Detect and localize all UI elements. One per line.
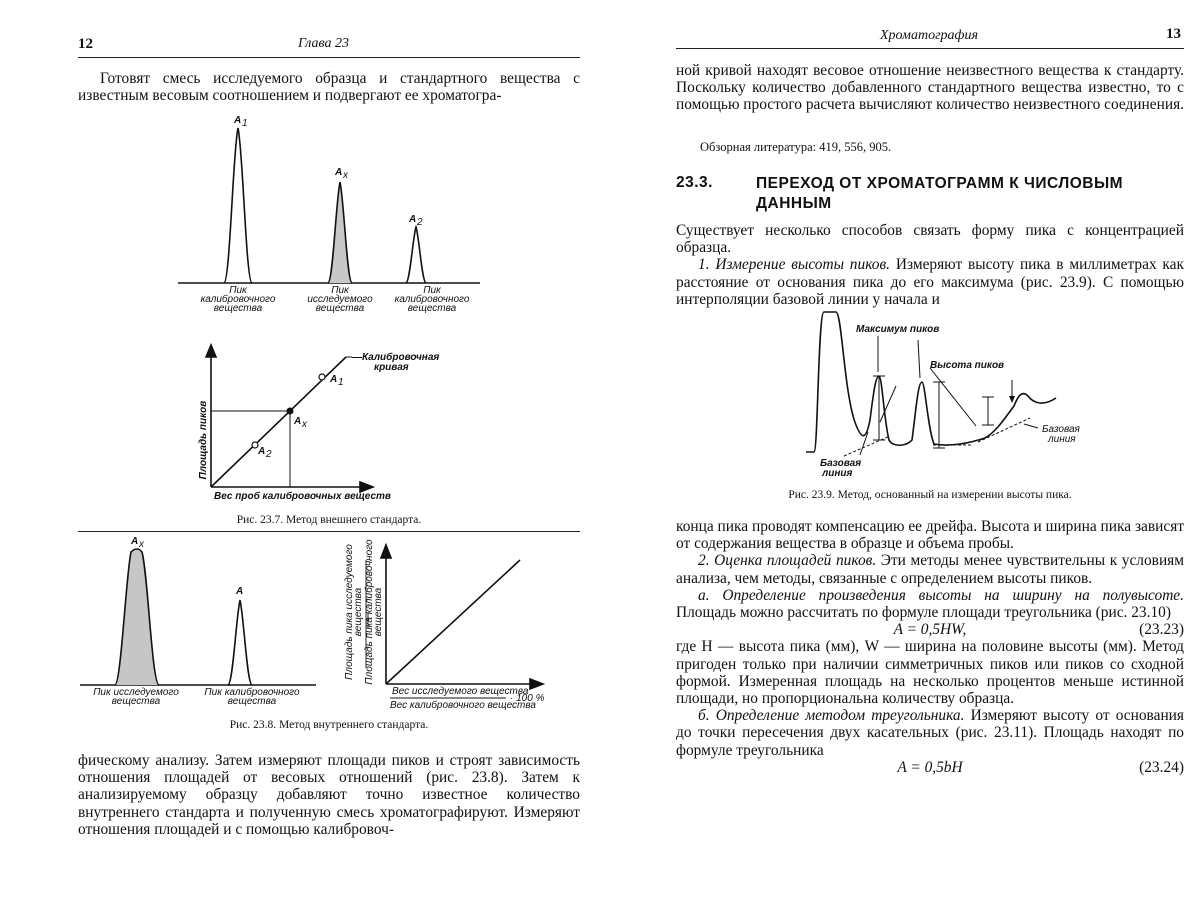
fig7-caption: Рис. 23.7. Метод внешнего стандарта. [236, 514, 422, 526]
fig8-y-axis-label [344, 539, 384, 685]
bottom-paragraph: фическому анализу. Затем измеряют площади пиков и строят зависимость отношения площадей от весовых отношений (рис. 23.8). Затем к анализируемому образцу добавляют точно известное количество внутреннего стандарта и полученную смесь хроматографируют. Измеряют отношения площадей и с помощью калибровоч- [78, 752, 580, 838]
fig9-label-height: Высота пиков [930, 360, 1005, 371]
fig7-peak-label-ax: A [335, 167, 343, 178]
fig7-caption-1-l1: Пик [229, 285, 247, 296]
fig7-rule [78, 531, 580, 532]
fig7-point-sub-a2: 2 [266, 449, 272, 460]
running-head: Глава 23 [298, 36, 349, 51]
fig7-curve-label-l2: кривая [374, 362, 409, 373]
section-number: 23.3. [676, 174, 713, 191]
fig7-caption-3-l3: вещества [407, 303, 457, 314]
main-text: конца пика проводят компенсацию ее дрейфа. Высота и ширина пика зависят от содержания вещества в образце и объема пробы. 2. Оценка площадей пиков. Эти методы менее чувствительны к условиям анализа, чем методы, связанные с определением высоты пиков. а. Определение произведения высоты на ширину на полувысоте. Площадь можно рассчитать по формуле площади треугольника (рис. 23.10) A = 0,5HW, (23.23) где H — высота пика (мм), W — ширина на половине высоты (мм). Метод пригоден только при наличии симметричных пиков или пиков со сходной формой. Измеренная площадь на несколько процентов меньше истинной площади, но пропорциональна количеству образца. б. Определение методом треугольника. Измеряют высоту от основания до точки пересечения двух касательных (рис. 23.11). Площадь находят по формуле треугольника A = 0,5bH (23.24) [676, 518, 1184, 776]
fig7-point-label-a1: A [330, 374, 338, 385]
fig8-caption-2-l1: Пик калибровочного [204, 687, 300, 698]
page-number: 12 [78, 36, 93, 52]
p1-paragraph: Существует несколько способов связать форму пика с концентрацией образца. 1. Измерение высоты пиков. Измеряют высоту пика в миллиметрах как расстояние от основания пика до его максимума (рис. 23.9). С помощью интерполяции базовой линии у начала и [676, 222, 1184, 308]
p2-rest: Измеряют высоту пика в миллиметрах как расстояние от основания пика до его максимума (рис. 23.9). С помощью интерполяции базовой линии у начала и [676, 256, 1184, 308]
fig7-peak-label-a1: A [234, 115, 242, 126]
fig7-caption-3-l2: калибровочного [394, 294, 470, 305]
fig8-caption-1-l2: вещества [111, 696, 161, 707]
intro-paragraph: Готовят смесь исследуемого образца и стандартного вещества с известным весовым соотношением и подвергают ее хроматогра- [78, 70, 580, 105]
fig8-x-axis-label-den: Вес калибровочного вещества [390, 700, 536, 711]
svg-text:вещества: вещества [353, 587, 364, 637]
fig7-caption-1-l2: калибровочного [200, 294, 276, 305]
fig7-peak-captions [201, 285, 470, 314]
fig7-point-a1 [319, 374, 325, 380]
fig8-x-axis-factor: · 100 % [510, 693, 545, 704]
fig8-caption-1-l1: Пик исследуемого [93, 687, 179, 698]
fig7-caption-2-l2: исследуемого [307, 294, 373, 305]
p7-italic: б. Определение методом треугольника. [698, 707, 965, 725]
fig8-caption-2-l2: вещества [227, 696, 277, 707]
fig7-point-sub-a1: 1 [338, 377, 344, 388]
fig9-caption: Рис. 23.9. Метод, основанный на измерении высоты пика. [788, 489, 1072, 501]
fig7-caption-2-l3: вещества [315, 303, 365, 314]
fig9-label-max: Максимум пиков [856, 324, 940, 335]
fig9-baseline-right-l1: Базовая [1042, 424, 1080, 435]
p4-italic: 2. Оценка площадей пиков. [698, 552, 877, 570]
fig9-baseline-left-l2: линия [822, 468, 853, 479]
fig8-peak-label-a: A [236, 586, 244, 597]
fig8-x-axis-label-num: Вес исследуемого вещества [392, 686, 529, 697]
fig7-calibration-graph [206, 345, 373, 492]
fig8-calibration-graph [368, 545, 543, 698]
fig7-point-label-a2: A [258, 446, 266, 457]
review-literature: Обзорная литература: 419, 556, 905. [700, 140, 892, 154]
fig7-curve-label-l1: —Калибровочная [352, 352, 440, 363]
fig7-point-sub-ax: x [302, 419, 307, 430]
p5-italic: а. Определение произведения высоты на ширину на полувысоте. [698, 586, 1184, 604]
svg-text:Площадь пика исследуемого: Площадь пика исследуемого [344, 544, 355, 680]
fig7-caption-3-l1: Пик [423, 285, 441, 296]
p2-italic: 1. Измерение высоты пиков. [698, 256, 891, 274]
fig9-baseline-right-l2: линия [1048, 434, 1076, 445]
fig7-caption-1-l3: вещества [213, 303, 263, 314]
fig7-chromatogram [178, 128, 480, 283]
fig9-baseline-left-l1: Базовая [820, 458, 862, 469]
equation-23-24: A = 0,5bH (23.24) [897, 758, 1184, 776]
fig7-point-ax [287, 408, 294, 415]
top-paragraph: ной кривой находят весовое отношение неизвестного вещества к стандарту. Поскольку количество добавленного стандартного вещества известно, то с помощью простого расчета вычисляют количество неизвестного соединения. [676, 62, 1185, 114]
fig7-x-axis-label: Вес проб калибровочных веществ [214, 491, 391, 502]
fig7-caption-2-l1: Пик [331, 285, 349, 296]
fig7-y-axis-label: Площадь пиков [198, 400, 209, 480]
section-title: ПЕРЕХОД ОТ ХРОМАТОГРАММ К ЧИСЛОВЫМ ДАННЫМ [756, 175, 1124, 212]
fig8-chromatogram [80, 549, 316, 685]
fig7-point-label-ax: A [294, 416, 302, 427]
svg-text:вещества: вещества [373, 587, 384, 637]
fig7-peak-label-a2: A [409, 214, 417, 225]
fig7-peak-sub-a1: 1 [242, 118, 248, 129]
fig8-peak-label-ax: A [131, 536, 139, 547]
fig7-peak-sub-a2: 2 [417, 217, 423, 228]
svg-text:Площадь пика калибровочного: Площадь пика калибровочного [364, 539, 375, 685]
fig8-caption: Рис. 23.8. Метод внутреннего стандарта. [229, 719, 429, 731]
fig9-baselines [844, 418, 1030, 456]
right-page [600, 0, 1200, 906]
running-head: Хроматография [880, 28, 978, 43]
fig8-peak-sub-ax: x [139, 539, 144, 550]
fig7-peak-sub-ax: x [343, 170, 348, 181]
equation-23-23: A = 0,5HW, (23.23) [893, 621, 1184, 639]
page-number: 13 [1166, 26, 1181, 42]
